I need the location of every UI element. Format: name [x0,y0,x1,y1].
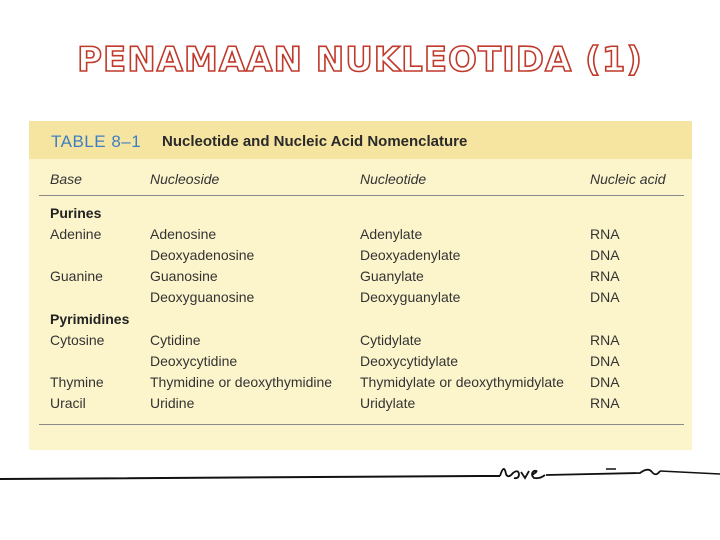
table-cell: RNA [590,332,620,348]
slide-title: PENAMAAN NUKLEOTIDA (1) [77,40,643,80]
section-title-pyrimidines: Pyrimidines [50,311,130,327]
table-cell: DNA [590,289,620,305]
table-cell: Deoxycytidylate [360,353,459,369]
table-cell: Deoxyguanylate [360,289,461,305]
love-script-drawing [500,469,545,478]
table-cell: Thymidine or deoxythymidine [150,374,333,390]
handwritten-love-line [0,465,720,485]
table-cell: Deoxyadenosine [150,247,255,263]
table-cell: RNA [590,395,620,411]
table-cell: DNA [590,374,620,390]
footer-divider [39,424,684,425]
table-cell: Adenosine [150,226,217,242]
table-cell: Cytidine [150,332,201,348]
table-cell: Uridylate [360,395,416,411]
table-cell: Deoxyadenylate [360,247,461,263]
table-cell: DNA [590,353,620,369]
table-cell: Uridine [150,395,195,411]
table-caption: Nucleotide and Nucleic Acid Nomenclature [162,133,468,150]
table-cell: DNA [590,247,620,263]
table-cell: Guanosine [150,268,218,284]
nomenclature-table [29,121,692,450]
table-cell: RNA [590,268,620,284]
table-cell: Deoxycytidine [150,353,238,369]
table-cell: Guanylate [360,268,424,284]
table-label: TABLE 8–1 [51,132,142,151]
column-header-nucleic-acid: Nucleic acid [590,171,666,187]
table-header [29,121,692,159]
table-cell: Guanine [50,268,103,284]
column-header-nucleotide: Nucleotide [360,171,427,187]
table-cell: Thymine [50,374,104,390]
header-divider [39,195,684,196]
table-cell: Deoxyguanosine [150,289,255,305]
section-title-purines: Purines [50,205,102,221]
table-cell: Adenylate [360,226,423,242]
table-cell: Thymidylate or deoxythymidylate [360,374,564,390]
handwriting-text: love [0,465,2,466]
column-header-base: Base [50,171,82,187]
table-cell: Uracil [50,395,86,411]
table-cell: Cytidylate [360,332,422,348]
table-cell: Cytosine [50,332,105,348]
column-header-nucleoside: Nucleoside [150,171,220,187]
table-cell: Adenine [50,226,102,242]
table-cell: RNA [590,226,620,242]
